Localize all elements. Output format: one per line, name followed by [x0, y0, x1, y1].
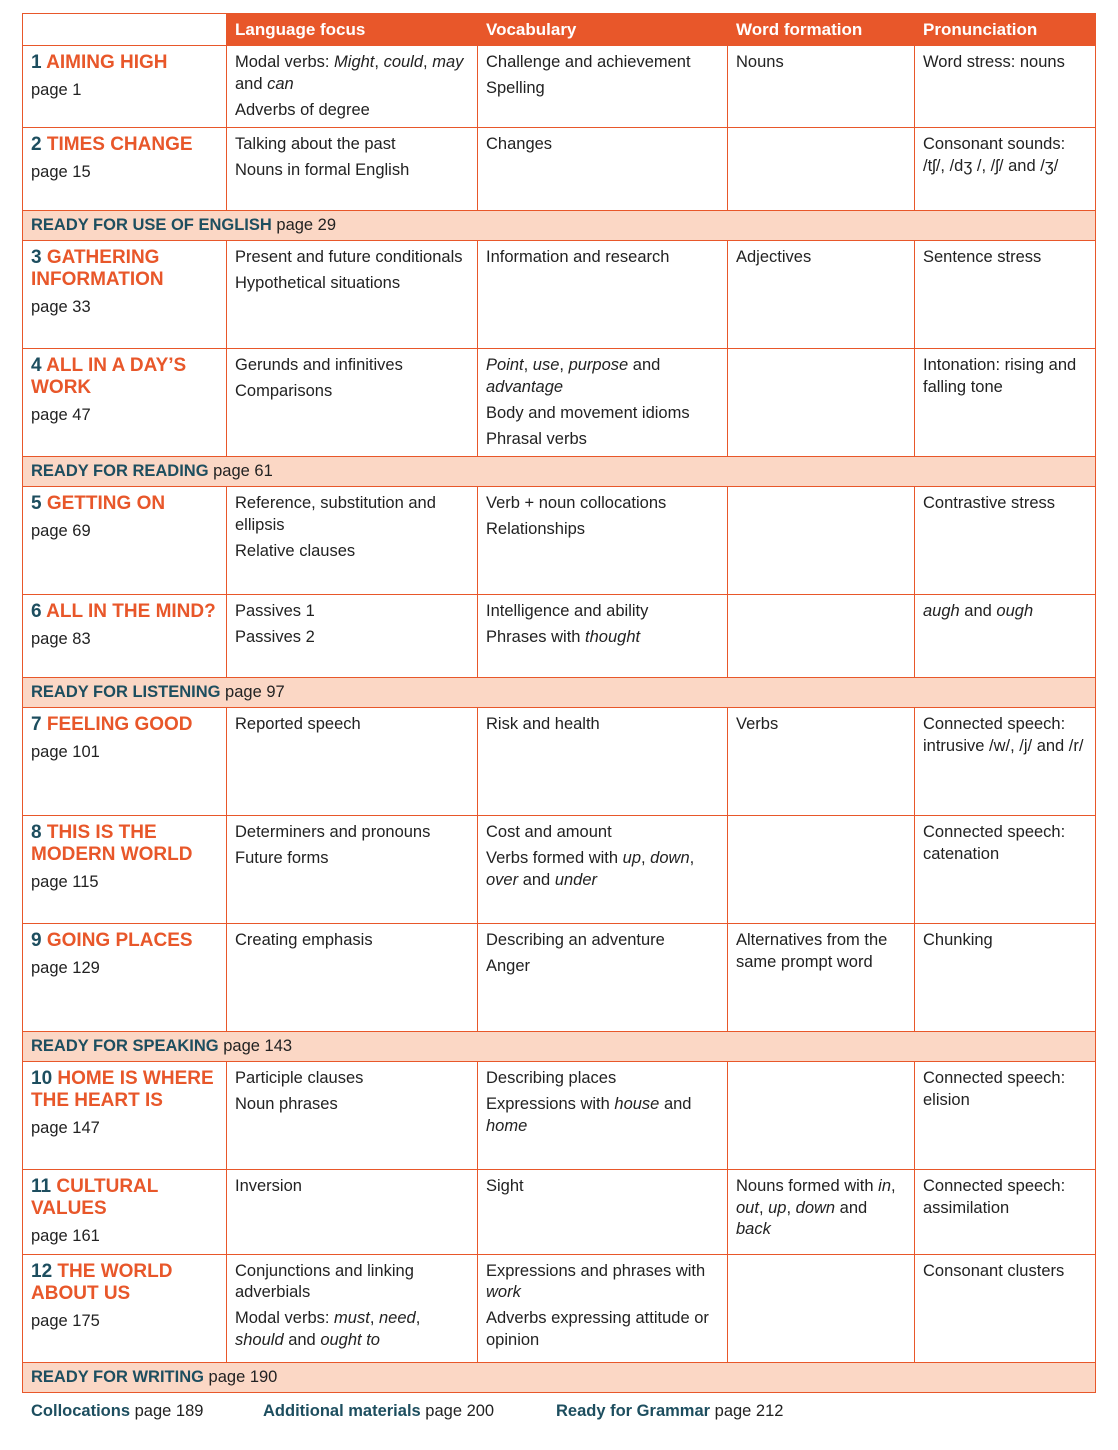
- language-focus-line: Participle clauses: [235, 1069, 364, 1087]
- pronunciation-cell: [915, 924, 1096, 1032]
- vocabulary-cell: [478, 595, 728, 678]
- ready-section-cell: [23, 1362, 1096, 1392]
- unit-cell: [23, 128, 227, 211]
- unit-cell: [23, 349, 227, 457]
- unit-title: [31, 493, 218, 515]
- ready-section-row: [23, 1362, 1096, 1392]
- word-formation-cell: [728, 349, 915, 457]
- ready-section-cell: [23, 678, 1096, 708]
- language-focus-cell: [227, 487, 478, 595]
- language-focus-line: Present and future conditionals: [235, 248, 463, 266]
- footer-item: [263, 1401, 494, 1422]
- unit-title: [31, 930, 218, 952]
- unit-page: page 1: [31, 81, 82, 99]
- pronunciation-cell: [915, 46, 1096, 128]
- unit-name: GETTING ON: [46, 493, 166, 514]
- vocabulary-line: Verb + noun collocations: [486, 494, 667, 512]
- unit-row: [23, 46, 1096, 128]
- pronunciation-line: Word stress: nouns: [923, 53, 1065, 71]
- ready-section-label: READY FOR LISTENING: [31, 683, 221, 701]
- unit-title: [31, 822, 218, 866]
- unit-page: page 83: [31, 630, 91, 648]
- unit-title: [31, 1176, 218, 1220]
- unit-name: CULTURAL VALUES: [31, 1176, 159, 1219]
- language-focus-line: Hypothetical situations: [235, 274, 401, 292]
- unit-number: 9: [31, 930, 47, 951]
- contents-table: [22, 13, 1096, 1393]
- unit-cell: [23, 487, 227, 595]
- vocabulary-cell: [478, 924, 728, 1032]
- vocabulary-cell: [478, 708, 728, 816]
- unit-row: [23, 487, 1096, 595]
- unit-title: [31, 1261, 218, 1305]
- pronunciation-cell: [915, 241, 1096, 349]
- unit-page: page 101: [31, 743, 100, 761]
- unit-row: [23, 128, 1096, 211]
- pronunciation-line: Chunking: [923, 931, 993, 949]
- vocabulary-cell: [478, 241, 728, 349]
- unit-row: [23, 1062, 1096, 1170]
- unit-name: HOME IS WHERE THE HEART IS: [31, 1068, 214, 1111]
- unit-number: 4: [31, 355, 47, 376]
- language-focus-line: Determiners and pronouns: [235, 823, 431, 841]
- unit-cell: [23, 595, 227, 678]
- unit-cell: [23, 1170, 227, 1255]
- word-formation-cell: [728, 816, 915, 924]
- unit-cell: [23, 241, 227, 349]
- language-focus-cell: [227, 349, 478, 457]
- language-focus-cell: [227, 708, 478, 816]
- unit-title: [31, 52, 218, 74]
- ready-section-page: page 61: [208, 462, 273, 480]
- pronunciation-cell: [915, 1170, 1096, 1255]
- unit-cell: [23, 708, 227, 816]
- language-focus-line: Relative clauses: [235, 541, 356, 560]
- unit-row: [23, 816, 1096, 924]
- footer-item-page: page 200: [420, 1402, 495, 1420]
- pronunciation-line: Consonant clusters: [923, 1261, 1065, 1280]
- pronunciation-line: Contrastive stress: [923, 494, 1056, 512]
- pronunciation-cell: [915, 595, 1096, 678]
- language-focus-line: Modal verbs: Might, could, may and can: [235, 53, 464, 93]
- unit-title: [31, 1068, 218, 1112]
- vocabulary-line: Anger: [486, 957, 531, 975]
- word-formation-line: Nouns: [736, 53, 784, 71]
- unit-row: [23, 1254, 1096, 1362]
- language-focus-cell: [227, 1254, 478, 1362]
- vocabulary-line: Point, use, purpose and advantage: [486, 356, 661, 396]
- pronunciation-line: Connected speech: intrusive /w/, /j/ and /r/: [923, 715, 1084, 755]
- unit-row: [23, 349, 1096, 457]
- language-focus-line: Modal verbs: must, need, should and ought to: [235, 1309, 421, 1349]
- vocabulary-cell: [478, 349, 728, 457]
- footer-item-page: page 212: [710, 1402, 784, 1420]
- unit-number: 1: [31, 52, 47, 73]
- vocabulary-cell: [478, 128, 728, 211]
- unit-page: page 69: [31, 522, 91, 540]
- language-focus-line: Comparisons: [235, 382, 333, 400]
- word-formation-cell: [728, 46, 915, 128]
- unit-row: [23, 241, 1096, 349]
- word-formation-cell: [728, 708, 915, 816]
- word-formation-cell: [728, 1170, 915, 1255]
- vocabulary-line: Verbs formed with up, down, over and under: [486, 849, 695, 889]
- language-focus-cell: [227, 595, 478, 678]
- language-focus-cell: [227, 1170, 478, 1255]
- word-formation-cell: [728, 924, 915, 1032]
- header-blank: [23, 14, 227, 46]
- word-formation-line: Verbs: [736, 715, 779, 733]
- language-focus-line: Passives 1: [235, 602, 315, 620]
- language-focus-cell: [227, 924, 478, 1032]
- vocabulary-line: Expressions with house and home: [486, 1095, 692, 1135]
- word-formation-cell: [728, 1062, 915, 1170]
- language-focus-cell: [227, 1062, 478, 1170]
- vocabulary-line: Spelling: [486, 79, 545, 97]
- pronunciation-line: Connected speech: elision: [923, 1069, 1066, 1109]
- unit-name: AIMING HIGH: [46, 52, 168, 73]
- ready-section-label: READY FOR SPEAKING: [31, 1037, 219, 1055]
- unit-cell: [23, 46, 227, 128]
- unit-number: 5: [31, 493, 47, 514]
- unit-page: page 129: [31, 959, 100, 977]
- language-focus-line: Talking about the past: [235, 135, 396, 153]
- unit-number: 2: [31, 134, 47, 155]
- pronunciation-cell: [915, 1062, 1096, 1170]
- language-focus-cell: [227, 128, 478, 211]
- pronunciation-cell: [915, 816, 1096, 924]
- pronunciation-cell: [915, 349, 1096, 457]
- vocabulary-line: Describing places: [486, 1069, 617, 1087]
- pronunciation-cell: [915, 487, 1096, 595]
- header-pronunciation: Pronunciation: [915, 14, 1096, 46]
- unit-cell: [23, 924, 227, 1032]
- vocabulary-line: Risk and health: [486, 715, 600, 733]
- vocabulary-cell: [478, 1254, 728, 1362]
- unit-number: 3: [31, 247, 47, 268]
- unit-row: [23, 595, 1096, 678]
- unit-cell: [23, 1254, 227, 1362]
- contents-body: [23, 46, 1096, 1393]
- unit-title: [31, 601, 218, 623]
- ready-section-page: page 190: [203, 1367, 278, 1386]
- language-focus-cell: [227, 46, 478, 128]
- language-focus-cell: [227, 241, 478, 349]
- header-language-focus: Language focus: [227, 14, 478, 46]
- language-focus-line: Inversion: [235, 1177, 302, 1195]
- word-formation-cell: [728, 241, 915, 349]
- footer-item-label: Collocations: [31, 1402, 131, 1420]
- unit-number: 10: [31, 1068, 58, 1089]
- language-focus-line: Nouns in formal English: [235, 161, 410, 179]
- ready-section-label: READY FOR READING: [31, 462, 209, 480]
- vocabulary-line: Sight: [486, 1177, 524, 1195]
- ready-section-page: page 97: [220, 683, 285, 701]
- vocabulary-line: Adverbs expressing attitude or opinion: [486, 1309, 709, 1349]
- ready-section-row: [23, 678, 1096, 708]
- language-focus-line: Gerunds and infinitives: [235, 356, 403, 374]
- footer-item-page: page 189: [130, 1402, 204, 1420]
- unit-name: GOING PLACES: [46, 930, 193, 951]
- unit-number: 7: [31, 714, 47, 735]
- pronunciation-line: Consonant sounds: /tʃ/, /dʒ /, /ʃ/ and /ʒ/: [923, 135, 1066, 175]
- unit-cell: [23, 1062, 227, 1170]
- unit-title: [31, 247, 218, 291]
- unit-name: GATHERING INFORMATION: [31, 247, 164, 290]
- ready-section-page: page 143: [218, 1037, 293, 1055]
- unit-number: 6: [31, 601, 47, 622]
- vocabulary-line: Phrasal verbs: [486, 429, 587, 448]
- vocabulary-line: Intelligence and ability: [486, 602, 649, 620]
- vocabulary-line: Expressions and phrases with work: [486, 1261, 706, 1301]
- unit-row: [23, 708, 1096, 816]
- language-focus-line: Conjunctions and linking adverbials: [235, 1261, 414, 1301]
- unit-row: [23, 924, 1096, 1032]
- word-formation-line: Adjectives: [736, 248, 812, 266]
- pronunciation-line: Intonation: rising and falling tone: [923, 356, 1077, 396]
- unit-page: page 147: [31, 1119, 100, 1137]
- footer-item-label: Additional materials: [263, 1402, 421, 1420]
- vocabulary-cell: [478, 816, 728, 924]
- unit-number: 12: [31, 1260, 58, 1282]
- vocabulary-line: Phrases with thought: [486, 628, 641, 646]
- language-focus-line: Future forms: [235, 849, 329, 867]
- unit-row: [23, 1170, 1096, 1255]
- header-row: [23, 14, 1096, 46]
- vocabulary-cell: [478, 487, 728, 595]
- unit-name: THIS IS THE MODERN WORLD: [31, 822, 193, 865]
- unit-name: ALL IN THE MIND?: [46, 601, 216, 622]
- ready-section-row: [23, 1032, 1096, 1062]
- language-focus-line: Noun phrases: [235, 1095, 338, 1113]
- word-formation-cell: [728, 1254, 915, 1362]
- vocabulary-cell: [478, 1170, 728, 1255]
- header-vocabulary: Vocabulary: [478, 14, 728, 46]
- unit-title: [31, 134, 218, 156]
- ready-section-cell: [23, 457, 1096, 487]
- header-word-formation: Word formation: [728, 14, 915, 46]
- vocabulary-line: Changes: [486, 135, 553, 153]
- pronunciation-line: Sentence stress: [923, 248, 1042, 266]
- footer-item-label: Ready for Grammar: [556, 1402, 711, 1420]
- unit-page: page 33: [31, 298, 91, 316]
- word-formation-cell: [728, 487, 915, 595]
- language-focus-line: Reported speech: [235, 715, 361, 733]
- word-formation-cell: [728, 128, 915, 211]
- pronunciation-line: augh and ough: [923, 602, 1034, 620]
- unit-number: 8: [31, 822, 47, 843]
- word-formation-cell: [728, 595, 915, 678]
- pronunciation-line: Connected speech: catenation: [923, 823, 1066, 863]
- language-focus-line: Adverbs of degree: [235, 100, 370, 119]
- unit-cell: [23, 816, 227, 924]
- ready-section-cell: [23, 211, 1096, 241]
- language-focus-line: Passives 2: [235, 628, 315, 646]
- language-focus-cell: [227, 816, 478, 924]
- unit-name: THE WORLD ABOUT US: [31, 1260, 173, 1304]
- vocabulary-line: Information and research: [486, 248, 670, 266]
- vocabulary-line: Challenge and achievement: [486, 53, 691, 71]
- unit-name: FEELING GOOD: [46, 714, 193, 735]
- unit-page: page 161: [31, 1227, 100, 1245]
- pronunciation-cell: [915, 708, 1096, 816]
- word-formation-line: Alternatives from the same prompt word: [736, 931, 888, 971]
- unit-name: ALL IN A DAY’S WORK: [31, 355, 187, 398]
- pronunciation-line: Connected speech: assimilation: [923, 1177, 1066, 1217]
- pronunciation-cell: [915, 1254, 1096, 1362]
- footer-item: [556, 1401, 783, 1422]
- vocabulary-line: Cost and amount: [486, 823, 612, 841]
- vocabulary-cell: [478, 1062, 728, 1170]
- vocabulary-cell: [478, 46, 728, 128]
- unit-title: [31, 355, 218, 399]
- vocabulary-line: Relationships: [486, 520, 586, 538]
- ready-section-row: [23, 457, 1096, 487]
- unit-page: page 115: [31, 873, 99, 891]
- ready-section-cell: [23, 1032, 1096, 1062]
- vocabulary-line: Body and movement idioms: [486, 403, 690, 422]
- unit-page: page 15: [31, 163, 91, 181]
- unit-page: page 47: [31, 406, 91, 424]
- unit-page: page 175: [31, 1311, 100, 1330]
- ready-section-page: page 29: [271, 216, 337, 234]
- language-focus-line: Reference, substitution and ellipsis: [235, 494, 436, 534]
- word-formation-line: Nouns formed with in, out, up, down and back: [736, 1177, 896, 1238]
- ready-section-row: [23, 211, 1096, 241]
- vocabulary-line: Describing an adventure: [486, 931, 665, 949]
- pronunciation-cell: [915, 128, 1096, 211]
- ready-section-label: READY FOR USE OF ENGLISH: [31, 216, 272, 234]
- unit-title: [31, 714, 218, 736]
- unit-name: TIMES CHANGE: [46, 134, 193, 155]
- ready-section-label: READY FOR WRITING: [31, 1367, 204, 1386]
- unit-number: 11: [31, 1176, 57, 1197]
- language-focus-line: Creating emphasis: [235, 931, 373, 949]
- footer-item: [31, 1401, 203, 1422]
